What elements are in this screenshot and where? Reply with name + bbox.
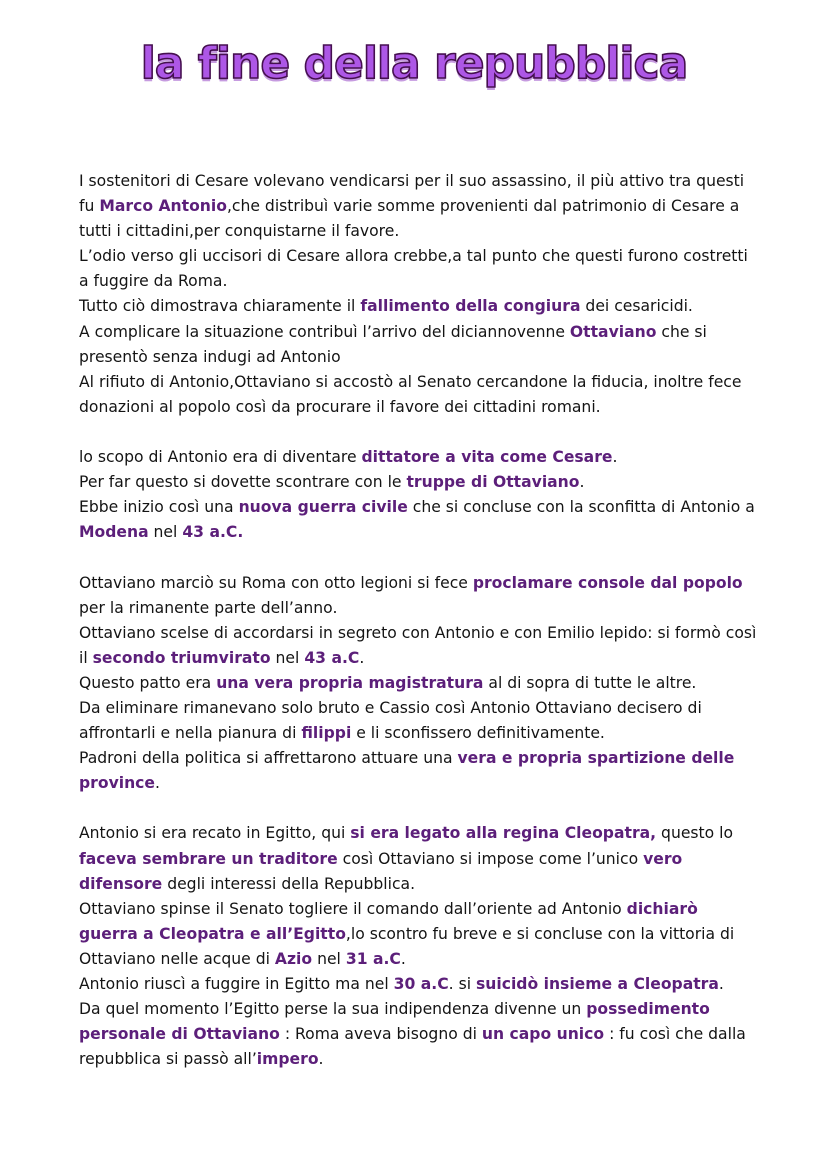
body-text: Antonio riuscì a fuggire in Egitto ma nel <box>79 975 394 993</box>
body-text: Ebbe inizio così una <box>79 498 239 517</box>
body-text: questo lo <box>656 824 734 843</box>
highlighted-text: truppe di Ottaviano <box>406 473 580 492</box>
paragraph <box>79 495 759 545</box>
body-text: ,lo scontro fu breve e si concluse con la vittoria di Ottaviano nelle acque di <box>79 924 735 968</box>
body-text: e li sconfissero definitivamente. <box>351 724 605 743</box>
body-text: Ottaviano scelse di accordarsi in segreto con Antonio e con Emilio lepido: si formò così il <box>79 623 757 667</box>
body-text: nel <box>148 523 183 542</box>
body-text: : Roma aveva bisogno di <box>279 1025 482 1044</box>
body-text: A complicare la situazione contribuì l’arrivo del diciannovenne <box>79 322 570 341</box>
highlighted-text: suicidò insieme a Cleopatra <box>475 975 719 993</box>
highlighted-text: filippi <box>301 724 352 743</box>
body-text: così Ottaviano si impose come l’unico <box>337 849 644 868</box>
body-text: lo scopo di Antonio era di diventare <box>79 448 362 467</box>
paragraph <box>79 746 759 796</box>
body-text: Questo patto era <box>79 673 217 692</box>
body-text: : fu così che dalla repubblica si passò all’ <box>79 1025 746 1069</box>
paragraph <box>79 445 759 470</box>
document-body <box>79 169 759 1072</box>
paragraph <box>79 320 759 370</box>
body-text: al di sopra di tutte le altre. <box>483 673 697 692</box>
highlighted-text: 43 a.C. <box>182 523 244 542</box>
body-text: Per far questo si dovette scontrare con le <box>79 473 407 492</box>
highlighted-text: una vera propria magistratura <box>216 673 484 692</box>
paragraph <box>79 671 759 696</box>
paragraph <box>79 972 759 997</box>
highlighted-text: fallimento della congiura <box>360 297 581 316</box>
body-text: degli interessi della Repubblica. <box>162 874 416 893</box>
highlighted-text: secondo triumvirato <box>92 648 271 667</box>
body-text: Ottaviano spinse il Senato togliere il comando dall’oriente ad Antonio <box>79 899 627 918</box>
paragraph <box>79 997 759 1072</box>
body-text: . <box>155 774 160 793</box>
paragraph <box>79 244 759 294</box>
body-text: Da quel momento l’Egitto perse la sua indipendenza divenne un <box>79 1000 587 1019</box>
body-text: . si <box>448 975 476 993</box>
body-text: per la rimanente parte dell’anno. <box>79 598 338 617</box>
paragraph <box>79 294 759 319</box>
body-text: . <box>718 975 724 993</box>
page-title: la fine della repubblica <box>140 38 688 89</box>
paragraph <box>79 370 759 420</box>
highlighted-text: 31 a.C <box>345 949 401 968</box>
highlighted-text: dittatore a vita come Cesare <box>361 448 613 467</box>
body-text: dei cesaricidi. <box>580 297 693 316</box>
highlighted-text: vera e propria spartizione delle province <box>79 749 735 793</box>
highlighted-text: Modena <box>79 523 149 542</box>
highlighted-text: si era legato alla regina Cleopatra, <box>350 824 657 843</box>
body-text: nel <box>312 949 346 968</box>
highlighted-text: possedimento personale di Ottaviano <box>79 1000 710 1044</box>
paragraph <box>79 621 759 671</box>
body-text: Padroni della politica si affrettarono attuare una <box>79 749 458 768</box>
highlighted-text: un capo unico <box>481 1025 605 1044</box>
paragraph <box>79 169 759 244</box>
body-text: . <box>359 648 365 667</box>
body-text: Al rifiuto di Antonio,Ottaviano si accostò al Senato cercandone la fiducia, inoltre fece donazioni al popolo così da procurare il favore dei cittadini romani. <box>79 372 742 416</box>
body-text: ,che distribuì varie somme provenienti dal patrimonio di Cesare a tutti i cittadini,per conquistarne il favore. <box>79 197 740 241</box>
body-text: nel <box>270 648 305 667</box>
body-text: Ottaviano marciò su Roma con otto legioni si fece <box>79 573 473 592</box>
body-text: . <box>400 949 406 968</box>
paragraph <box>79 897 759 972</box>
body-text: I sostenitori di Cesare volevano vendicarsi per il suo assassino, il più attivo tra questi fu <box>79 172 745 216</box>
body-text: Tutto ciò dimostrava chiaramente il <box>79 297 361 316</box>
highlighted-text: impero <box>256 1050 319 1069</box>
highlighted-text: Ottaviano <box>569 322 657 341</box>
paragraph <box>79 571 759 621</box>
body-text: . <box>318 1050 324 1069</box>
highlighted-text: 30 a.C <box>393 975 449 993</box>
body-text: che si concluse con la sconfitta di Antonio a <box>407 498 755 517</box>
body-text: . <box>579 473 585 492</box>
highlighted-text: nuova guerra civile <box>238 498 408 517</box>
paragraph <box>79 696 759 746</box>
highlighted-text: Marco Antonio <box>99 197 227 216</box>
body-text: Da eliminare rimanevano solo bruto e Cassio così Antonio Ottaviano decisero di affrontarli e nella pianura di <box>79 698 702 743</box>
body-text: che si presentò senza indugi ad Antonio <box>79 322 707 366</box>
highlighted-text: faceva sembrare un traditore <box>79 849 338 868</box>
highlighted-text: 43 a.C <box>304 648 360 667</box>
paragraph <box>79 470 759 495</box>
body-text: L’odio verso gli uccisori di Cesare allora crebbe,a tal punto che questi furono costretti a fuggire da Roma. <box>79 247 748 291</box>
highlighted-text: proclamare console dal popolo <box>472 573 743 592</box>
highlighted-text: vero difensore <box>79 849 683 893</box>
highlighted-text: dichiarò guerra a Cleopatra e all’Egitto <box>79 899 698 943</box>
paragraph <box>79 821 759 896</box>
highlighted-text: Azio <box>274 949 313 968</box>
body-text: Antonio si era recato in Egitto, qui <box>79 824 351 843</box>
body-text: . <box>612 448 618 467</box>
